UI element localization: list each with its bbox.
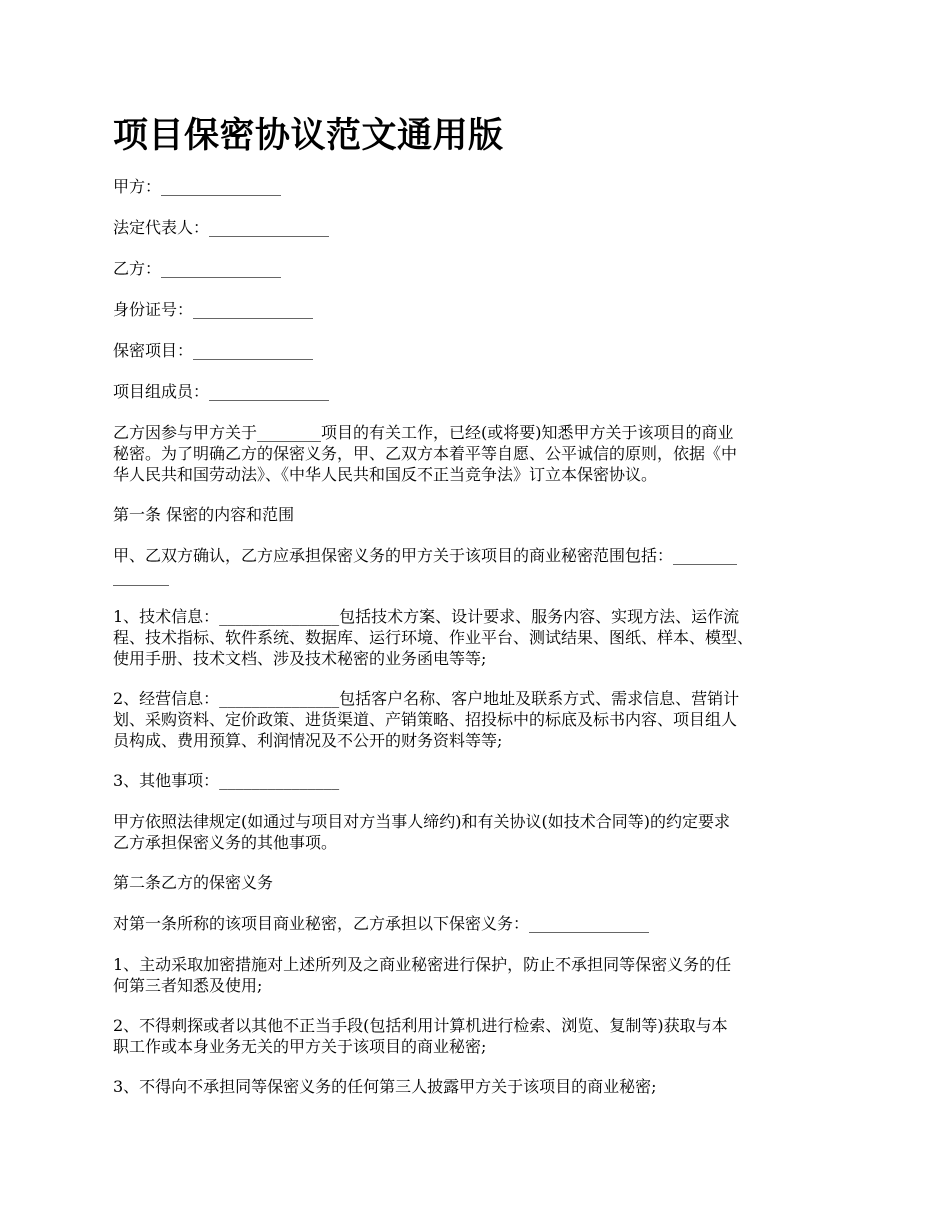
text-line: 乙方承担保密义务的其他事项。: [113, 833, 338, 852]
text-line: 职工作或本身业务无关的甲方关于该项目的商业秘密;: [113, 1037, 487, 1056]
article1-item3: 3、其他事项：_______________: [113, 771, 340, 790]
text-line: 2、经营信息：_______________包括客户名称、客户地址及联系方式、需求信息、营销计: [113, 689, 740, 708]
field-legal-rep: 法定代表人：_______________: [113, 218, 330, 237]
text-line: 划、采购资料、定价政策、进货渠道、产销策略、招投标中的标底及标书内容、项目组人: [113, 710, 738, 729]
text-line: 1、技术信息：_______________包括技术方案、设计要求、服务内容、实现方法、运作流: [113, 607, 740, 626]
article2-item1: [113, 954, 853, 996]
text-line: 2、不得刺探或者以其他不正当手段(包括利用计算机进行检索、浏览、复制等)获取与本: [113, 1016, 728, 1035]
field-id-number: 身份证号：_______________: [113, 300, 314, 319]
field-party-a: 甲方：_______________: [113, 177, 282, 196]
text-line: 甲方依照法律规定(如通过与项目对方当事人缔约)和有关协议(如技术合同等)的约定要求: [113, 812, 730, 831]
text-line: 1、主动采取加密措施对上述所列及之商业秘密进行保护，防止不承担同等保密义务的任: [113, 955, 732, 974]
article2-item2: [113, 1015, 853, 1057]
text-line: 华人民共和国劳动法》、《中华人民共和国反不正当竞争法》订立本保密协议。: [113, 465, 658, 484]
field-project: 保密项目：_______________: [113, 341, 314, 360]
article2-item3: 3、不得向不承担同等保密义务的任何第三人披露甲方关于该项目的商业秘密;: [113, 1077, 657, 1096]
article1-item1: [113, 606, 853, 669]
text-line: 甲、乙双方确认，乙方应承担保密义务的甲方关于该项目的商业秘密范围包括：________: [113, 546, 738, 565]
article1-other: [113, 811, 853, 853]
article1-heading: 第一条 保密的内容和范围: [113, 505, 295, 524]
text-line: 何第三者知悉及使用;: [113, 976, 263, 995]
intro-paragraph: [113, 422, 853, 485]
text-line: 乙方因参与甲方关于________项目的有关工作，已经(或将要)知悉甲方关于该项目的商业: [113, 423, 734, 442]
field-party-b: 乙方：_______________: [113, 259, 282, 278]
field-members: 项目组成员：_______________: [113, 382, 330, 401]
document-title: 项目保密协议范文通用版: [113, 116, 504, 156]
article2-heading: 第二条乙方的保密义务: [113, 873, 274, 892]
text-line: 使用手册、技术文档、涉及技术秘密的业务函电等等;: [113, 649, 487, 668]
text-line: 程、技术指标、软件系统、数据库、运行环境、作业平台、测试结果、图纸、样本、模型、: [113, 628, 754, 647]
document-body: [113, 176, 853, 1117]
text-line: 秘密。为了明确乙方的保密义务，甲、乙双方本着平等自愿、公平诚信的原则，依据《中: [113, 444, 738, 463]
article1-item2: [113, 688, 853, 751]
article2-lead: 对第一条所称的该项目商业秘密，乙方承担以下保密义务：_______________: [113, 914, 650, 933]
article1-scope: [113, 545, 853, 587]
text-line: _______: [113, 567, 169, 586]
text-line: 员构成、费用预算、利润情况及不公开的财务资料等等;: [113, 731, 503, 750]
